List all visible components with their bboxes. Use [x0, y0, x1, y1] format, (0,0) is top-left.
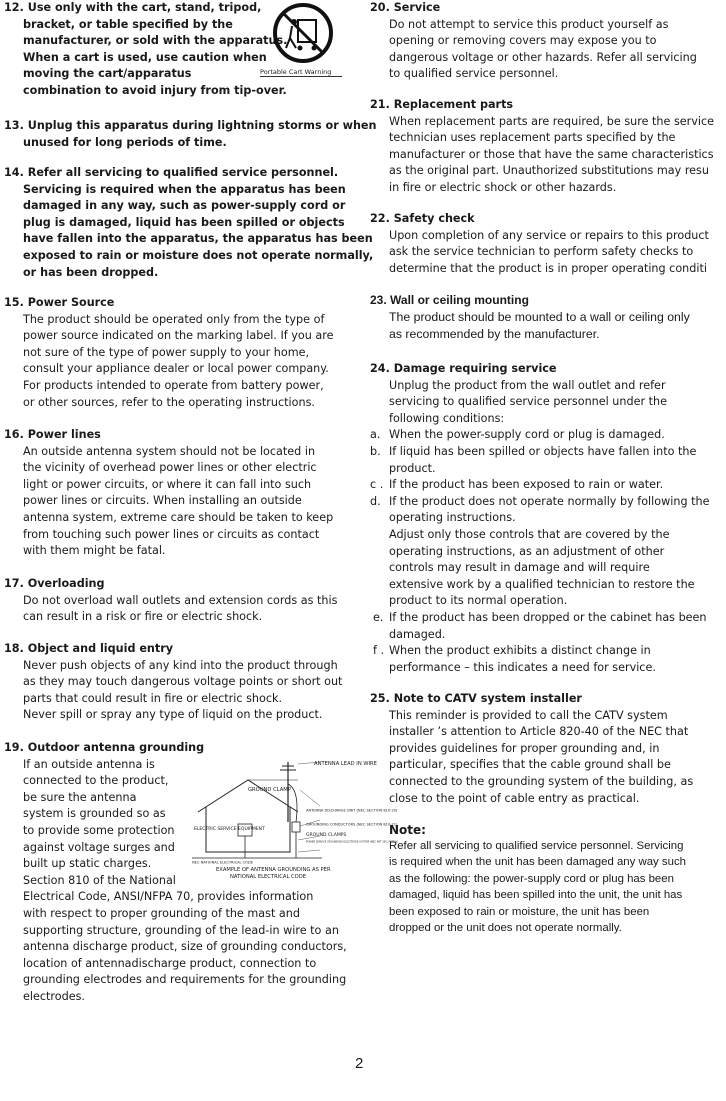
item-text: Unplug the product from the wall outlet and refer: [389, 378, 666, 392]
note-text: is required when the unit has been damaged any way such: [389, 856, 686, 869]
item-text: damaged.: [389, 627, 446, 641]
item-17: [4, 576, 364, 626]
item-text: Do not overload wall outlets and extension cords as this: [23, 593, 338, 607]
item-text: as recommended by the manufacturer.: [389, 327, 600, 341]
item-text: system is grounded so as: [23, 807, 166, 821]
item-text: Refer all servicing to qualified service personnel.: [27, 166, 339, 179]
item-number: 15.: [4, 296, 24, 309]
item-text: or has been dropped.: [23, 265, 159, 279]
item-text: operating instructions.: [389, 511, 516, 525]
item-text: operating instructions, as an adjustment of other: [389, 544, 665, 558]
item-text: built up static charges.: [23, 857, 152, 871]
item-number: 22.: [370, 212, 390, 225]
diagram-label: ELECTRIC SERVICE EQUIPMENT: [194, 826, 265, 832]
item-text: Never spill or spray any type of liquid on the product.: [23, 708, 323, 722]
item-text: servicing to qualified service personnel under the: [389, 395, 667, 409]
diagram-label: POWER SERVICE GROUNDING ELECTRODE SYSTEM (NEC ART 250, PART H): [306, 840, 399, 844]
item-text: from touching such power lines or circuits as contact: [23, 527, 320, 541]
item-text: damaged in any way, such as power-supply cord or: [23, 199, 346, 213]
item-text: ask the service technician to perform safety checks to: [389, 245, 694, 259]
item-text: manufacturer, or sold with the apparatus.: [23, 34, 288, 48]
item-15: [4, 295, 364, 411]
item-21: [370, 97, 726, 197]
item-text: If the product has been dropped or the cabinet has been: [389, 610, 707, 624]
item-text: When replacement parts are required, be sure the service: [389, 114, 715, 128]
item-text: bracket, or table specified by the: [23, 17, 233, 31]
item-text: in fire or electric shock or other hazards.: [389, 180, 617, 194]
condition-label: e.: [373, 610, 384, 624]
item-text: For products intended to operate from battery power,: [23, 378, 324, 392]
item-number: 16.: [4, 428, 24, 441]
item-text: opening or removing covers may expose you to: [389, 34, 657, 48]
condition-label: b.: [370, 444, 381, 458]
item-text: to qualified service personnel.: [389, 67, 559, 81]
item-number: 13.: [4, 119, 24, 132]
item-22: [370, 211, 726, 277]
item-text: or other sources, refer to the operating instructions.: [23, 395, 315, 409]
item-text: consult your appliance dealer or local power company.: [23, 362, 329, 376]
item-text: antenna discharge product, size of grounding conductors,: [23, 940, 347, 954]
diagram-caption: EXAMPLE OF ANTENNA GROUNDING AS PER: [216, 866, 331, 873]
item-18: [4, 641, 364, 724]
note-text: Refer all servicing to qualified service personnel. Servicing: [389, 840, 684, 852]
condition-label: a.: [370, 428, 381, 442]
item-text: Upon completion of any service or repairs to this product: [389, 228, 709, 242]
item-text: product.: [389, 461, 436, 475]
item-text: provides guidelines for proper grounding and, in: [389, 741, 660, 755]
item-text: following conditions:: [389, 411, 505, 425]
item-text: plug is damaged, liquid has been spilled or objects: [23, 215, 345, 229]
diagram-label: NEC-NATIONAL ELECTRICAL CODE: [192, 860, 253, 865]
item-19: [4, 740, 399, 1006]
condition-e: [370, 610, 726, 627]
item-text: If the product has been exposed to rain or water.: [389, 478, 664, 492]
item-text: as the original part. Unauthorized substitutions may resu: [389, 164, 709, 178]
item-text: Section 810 of the National: [23, 873, 176, 887]
diagram-label: ANTENNA DISCHARGE UNIT (NEC SECTION 810-20): [306, 808, 398, 813]
item-title: Power lines: [27, 428, 101, 441]
item-text: installer ’s attention to Article 820-40 of the NEC that: [389, 725, 689, 739]
item-number: 19.: [4, 741, 24, 754]
item-number: 23.: [370, 293, 387, 307]
item-text: electrodes.: [23, 989, 85, 1003]
item-text: performance – this indicates a need for service.: [389, 660, 656, 674]
item-text: When the power-supply cord or plug is damaged.: [389, 428, 665, 442]
item-text: antenna system, extreme care should be taken to keep: [23, 510, 334, 524]
item-text: combination to avoid injury from tip-over.: [23, 83, 287, 97]
item-text: as they may touch dangerous voltage points or short out: [23, 675, 343, 689]
item-text: Electrical Code, ANSI/NFPA 70, provides information: [23, 890, 314, 904]
note-text: as the following: the power-supply cord or plug has been: [389, 872, 674, 885]
item-number: 12.: [4, 1, 24, 14]
item-text: If the product does not operate normally by following the: [389, 494, 710, 508]
item-title: Power Source: [27, 296, 115, 309]
condition-f: [370, 643, 726, 660]
item-text: moving the cart/apparatus: [23, 67, 192, 81]
note-text: damaged, liquid has been spilled into the unit, the unit has: [389, 889, 683, 902]
item-text: Unplug this apparatus during lightning storms or when: [27, 119, 377, 132]
item-13: [4, 118, 377, 151]
item-number: 24.: [370, 362, 390, 375]
condition-c: [370, 477, 726, 494]
item-title: Wall or ceiling mounting: [390, 293, 529, 307]
item-text: to provide some protection: [23, 823, 175, 837]
item-text: An outside antenna system should not be located in: [23, 444, 316, 458]
item-text: Do not attempt to service this product yourself as: [389, 17, 669, 31]
item-16: [4, 427, 364, 560]
item-23: [370, 292, 726, 343]
item-text: determine that the product is in proper operating conditi: [389, 261, 707, 275]
item-title: Outdoor antenna grounding: [27, 741, 205, 754]
item-number: 14.: [4, 166, 24, 179]
item-title: Note to CATV system installer: [393, 692, 582, 705]
condition-d: [370, 494, 726, 511]
item-title: Damage requiring service: [393, 362, 557, 375]
item-text: Never push objects of any kind into the product through: [23, 658, 338, 672]
note-text: been exposed to rain or moisture, the unit has been: [389, 905, 650, 918]
item-title: Replacement parts: [393, 98, 514, 111]
item-text: When a cart is used, use caution when: [23, 50, 267, 64]
item-text: extensive work by a qualified technician to restore the: [389, 577, 695, 591]
item-title: Object and liquid entry: [27, 642, 174, 655]
item-text: the vicinity of overhead power lines or other electric: [23, 461, 317, 475]
item-text: connected to the product,: [23, 774, 169, 788]
item-number: 20.: [370, 1, 390, 14]
item-number: 17.: [4, 577, 24, 590]
item-text: product to its normal operation.: [389, 594, 568, 608]
item-text: particular, specifies that the cable ground shall be: [389, 758, 671, 772]
item-25: [370, 691, 726, 807]
antenna-grounding-diagram: [192, 760, 399, 882]
note-block: [370, 822, 726, 936]
item-text: exposed to rain or moisture does not operate normally,: [23, 248, 374, 262]
item-text: parts that could result in fire or electric shock.: [23, 691, 283, 705]
item-text: controls may result in damage and will require: [389, 561, 650, 575]
item-text: can result in a risk or fire or electric shock.: [23, 610, 263, 624]
item-title: Overloading: [27, 577, 105, 590]
note-text: dropped or the unit does not operate normally.: [389, 922, 622, 935]
item-number: 21.: [370, 98, 390, 111]
item-text: If liquid has been spilled or objects have fallen into the: [389, 444, 697, 458]
item-text: close to the point of cable entry as practical.: [389, 791, 640, 805]
item-text: grounding electrodes and requirements for the grounding: [23, 973, 347, 987]
item-text: supporting structure, grounding of the lead-in wire to an: [23, 923, 339, 937]
cart-warning-caption: Portable Cart Warning: [260, 68, 342, 77]
item-number: 18.: [4, 642, 24, 655]
item-text: not sure of the type of power supply to your home,: [23, 345, 310, 359]
item-text: The product should be operated only from the type of: [23, 312, 325, 326]
item-text: with respect to proper grounding of the mast and: [23, 906, 300, 920]
item-text: dangerous voltage or other hazards. Refer all servicing: [389, 50, 697, 64]
item-text: with them might be fatal.: [23, 544, 166, 558]
item-12: [4, 0, 364, 100]
condition-label: d.: [370, 494, 381, 508]
item-text: be sure the antenna: [23, 790, 137, 804]
item-text: Use only with the cart, stand, tripod,: [27, 1, 262, 14]
diagram-label: GROUND CLAMP: [248, 786, 291, 793]
item-text: technician uses replacement parts specified by the: [389, 131, 676, 145]
item-text: unused for long periods of time.: [23, 135, 227, 149]
item-14: [4, 165, 374, 281]
condition-label: f .: [373, 644, 385, 658]
page-number: 2: [355, 1055, 364, 1072]
item-number: 25.: [370, 692, 390, 705]
diagram-label: GROUND CLAMPS: [306, 832, 347, 838]
note-title: Note:: [389, 823, 426, 837]
item-text: manufacturer or those that have the same characteristics: [389, 147, 714, 161]
diagram-label: GROUNDING CONDUCTORS (NEC SECTION 810-21): [306, 822, 398, 827]
item-text: have fallen into the apparatus, the apparatus has been: [23, 232, 373, 246]
item-text: connected to the grounding system of the building, as: [389, 774, 694, 788]
diagram-caption: NATIONAL ELECTRICAL CODE: [230, 873, 307, 880]
condition-label: c .: [370, 478, 384, 492]
item-20: [370, 0, 726, 83]
item-24: [370, 361, 726, 676]
item-text: power lines or circuits. When installing an outside: [23, 494, 302, 508]
item-text: against voltage surges and: [23, 840, 175, 854]
item-text: The product should be mounted to a wall or ceiling only: [389, 310, 690, 324]
item-text: Adjust only those controls that are covered by the: [389, 527, 670, 541]
item-text: When the product exhibits a distinct change in: [389, 644, 651, 658]
portable-cart-warning-icon: [272, 2, 334, 64]
item-text: light or power circuits, or where it can fall into such: [23, 477, 312, 491]
condition-a: [370, 427, 726, 444]
item-text: power source indicated on the marking label. If you are: [23, 329, 334, 343]
item-title: Safety check: [393, 212, 475, 225]
item-title: Service: [393, 1, 441, 14]
condition-b: [370, 444, 726, 461]
item-text: Servicing is required when the apparatus has been: [23, 182, 346, 196]
item-text: If an outside antenna is: [23, 757, 155, 771]
item-text: This reminder is provided to call the CATV system: [389, 708, 668, 722]
item-text: location of antennadischarge product, connection to: [23, 956, 317, 970]
diagram-label: ANTENNA LEAD IN WIRE: [314, 760, 377, 767]
